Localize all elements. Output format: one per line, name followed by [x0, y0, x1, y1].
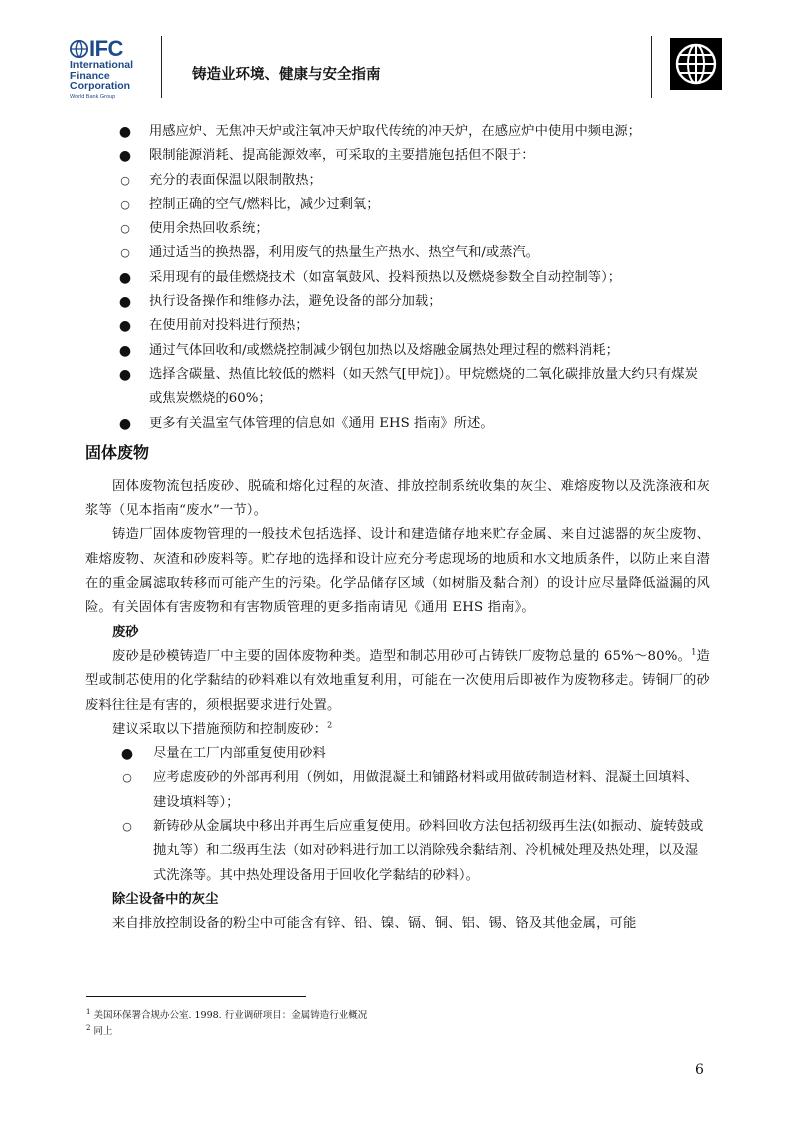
bullet-text: 充分的表面保温以限制散热； [149, 172, 322, 188]
sub-bullet-item [85, 241, 710, 265]
header-divider-right [651, 36, 652, 98]
bullet-item [85, 120, 710, 144]
section-heading: 固体废物 [85, 442, 150, 462]
bullet-item [85, 266, 710, 290]
bullet-dot: ● [118, 415, 132, 432]
ifc-name-line: International [70, 59, 134, 71]
footnote-ref: 1 [691, 647, 697, 657]
ifc-name-line: Finance [70, 69, 110, 82]
ifc-globe-icon [70, 40, 88, 58]
page-number: 6 [695, 1062, 704, 1078]
paragraph [85, 645, 710, 718]
bullet-text: 应考虑废砂的外部再利用（例如，用做混凝土和铺路材料或用做砖制造材料、混凝土回填料、建设填料等）； [153, 770, 699, 810]
bullet-circle: ○ [120, 197, 130, 211]
bullet-circle: ○ [120, 246, 130, 260]
footnote-mark: 1 [86, 1007, 91, 1016]
sub-bullet-item [85, 169, 710, 193]
bullet-text: 选择含碳量、热值比较低的燃料（如天然气[甲烷]）。甲烷燃烧的二氧化碳排放量大约只有煤炭或焦炭燃烧的60%； [149, 366, 698, 407]
footnote-divider [86, 996, 306, 997]
ifc-mark-text: IFC [89, 36, 123, 61]
bullet-dot: ● [118, 124, 132, 140]
paragraph [85, 718, 710, 742]
bullet-circle: ○ [122, 771, 132, 785]
bullet-text: 执行设备操作和维修办法，避免设备的部分加载； [149, 294, 442, 310]
footnote-text: 美国环保署合规办公室. 1998. 行业调研项目：金属铸造行业概况 [93, 1010, 368, 1021]
ifc-name [70, 60, 133, 92]
header-title: 铸造业环境、健康与安全指南 [192, 67, 381, 83]
bullet-text: 通过气体回收和/或燃烧控制减少钢包加热以及熔融金属热处理过程的燃料消耗； [149, 342, 619, 358]
paragraph-text: 废砂是砂模铸造厂中主要的固体废物种类。造型和制芯用砂可占铸铁厂废物总量的 65%～80%。 [112, 648, 692, 664]
paragraph: 来自排放控制设备的粉尘中可能含有锌、铅、镍、镉、铜、铝、锡、铬及其他金属，可能 [112, 916, 637, 932]
bullet-circle: ○ [120, 173, 130, 187]
bullet-dot: ● [120, 746, 134, 763]
bullet-dot: ● [118, 342, 132, 359]
paragraph-text: 造型或制芯使用的化学黏结的砂料难以有效地重复利用，可能在一次使用后即被作为废物移走。铸铜厂的砂废料往往是有害的，须根据要求进行处置。 [85, 648, 710, 713]
bullet-text: 尽量在工厂内部重复使用砂料 [153, 746, 326, 762]
page-header [0, 0, 793, 110]
bullet-circle: ○ [120, 222, 130, 236]
bullet-item [85, 314, 710, 338]
bullet-item [85, 339, 710, 363]
bullet-item [85, 144, 710, 168]
ifc-name-line: Corporation [70, 80, 131, 92]
sub-bullet-item [85, 193, 710, 217]
footnote [86, 1008, 367, 1024]
bullet-circle: ○ [122, 820, 132, 834]
world-bank-globe-icon [674, 42, 718, 86]
paragraph: 固体废物流包括废砂、脱硫和熔化过程的灰渣、排放控制系统收集的灰尘、难熔废物以及洗涤液和灰浆等（见本指南“废水”一节）。 [85, 478, 710, 519]
bullet-text: 限制能源消耗、提高能源效率，可采取的主要措施包括但不限于： [149, 148, 535, 164]
sub-bullet-item [85, 766, 710, 815]
bullet-dot: ● [118, 318, 132, 335]
bullet-item [85, 290, 710, 314]
subheading: 除尘设备中的灰尘 [112, 891, 219, 907]
bullet-text: 使用余热回收系统； [149, 221, 269, 237]
bullet-text: 采用现有的最佳燃烧技术（如富氧鼓风、投料预热以及燃烧参数全自动控制等）； [149, 269, 622, 285]
bullet-text: 用感应炉、无焦冲天炉或注氧冲天炉取代传统的冲天炉，在感应炉中使用中频电源； [149, 124, 641, 139]
bullet-text: 控制正确的空气/燃料比，减少过剩氧； [149, 196, 380, 212]
bullet-dot: ● [118, 366, 132, 383]
bullet-text: 更多有关温室气体管理的信息如《通用 EHS 指南》所述。 [149, 415, 494, 431]
header-divider-left [161, 36, 162, 98]
paragraph-text: 建议采取以下措施预防和控制废砂： [112, 721, 328, 737]
bullet-dot: ● [118, 294, 132, 311]
bullet-dot: ● [118, 269, 132, 286]
footnote-text: 同上 [93, 1026, 113, 1037]
bullet-item [85, 363, 710, 412]
ifc-group: World Bank Group [70, 94, 116, 100]
bullet-text: 通过适当的换热器，利用废气的热量生产热水、热空气和/或蒸汽。 [149, 245, 540, 261]
footnote-mark: 2 [86, 1023, 91, 1032]
page-body [85, 120, 710, 937]
footnotes [86, 1008, 367, 1040]
bullet-text: 在使用前对投料进行预热； [149, 318, 309, 334]
paragraph: 铸造厂固体废物管理的一般技术包括选择、设计和建造储存地来贮存金属、来自过滤器的灰尘废物、难熔废物、灰渣和砂废料等。贮存地的选择和设计应充分考虑现场的地质和水文地质条件，以防止来自潜在的重金属滤取转移而可能产生的污染。化学品储存区域（如树脂及黏合剂）的设计应尽量降低溢漏的风险。有关固体有害废物和有害物质管理的更多指南请见《通用 EHS 指南》。 [85, 527, 710, 616]
footnote [86, 1024, 367, 1040]
world-bank-logo [670, 38, 722, 90]
sub-bullet-item [85, 815, 710, 888]
sub-bullet-item [85, 217, 710, 241]
ifc-logo [70, 36, 150, 100]
bullet-text: 新铸砂从金属块中移出并再生后应重复使用。砂料回收方法包括初级再生法(如振动、旋转鼓或抛丸等）和二级再生法（如对砂料进行加工以消除残余黏结剂、冷机械处理及热处理，以及湿式洗涤等。其中热处理设备用于回收化学黏结的砂料）。 [153, 819, 704, 883]
bullet-item [85, 412, 710, 436]
bullet-dot: ● [118, 148, 132, 165]
subheading: 废砂 [112, 624, 139, 640]
bullet-item [85, 742, 710, 766]
footnote-ref: 2 [327, 720, 333, 730]
